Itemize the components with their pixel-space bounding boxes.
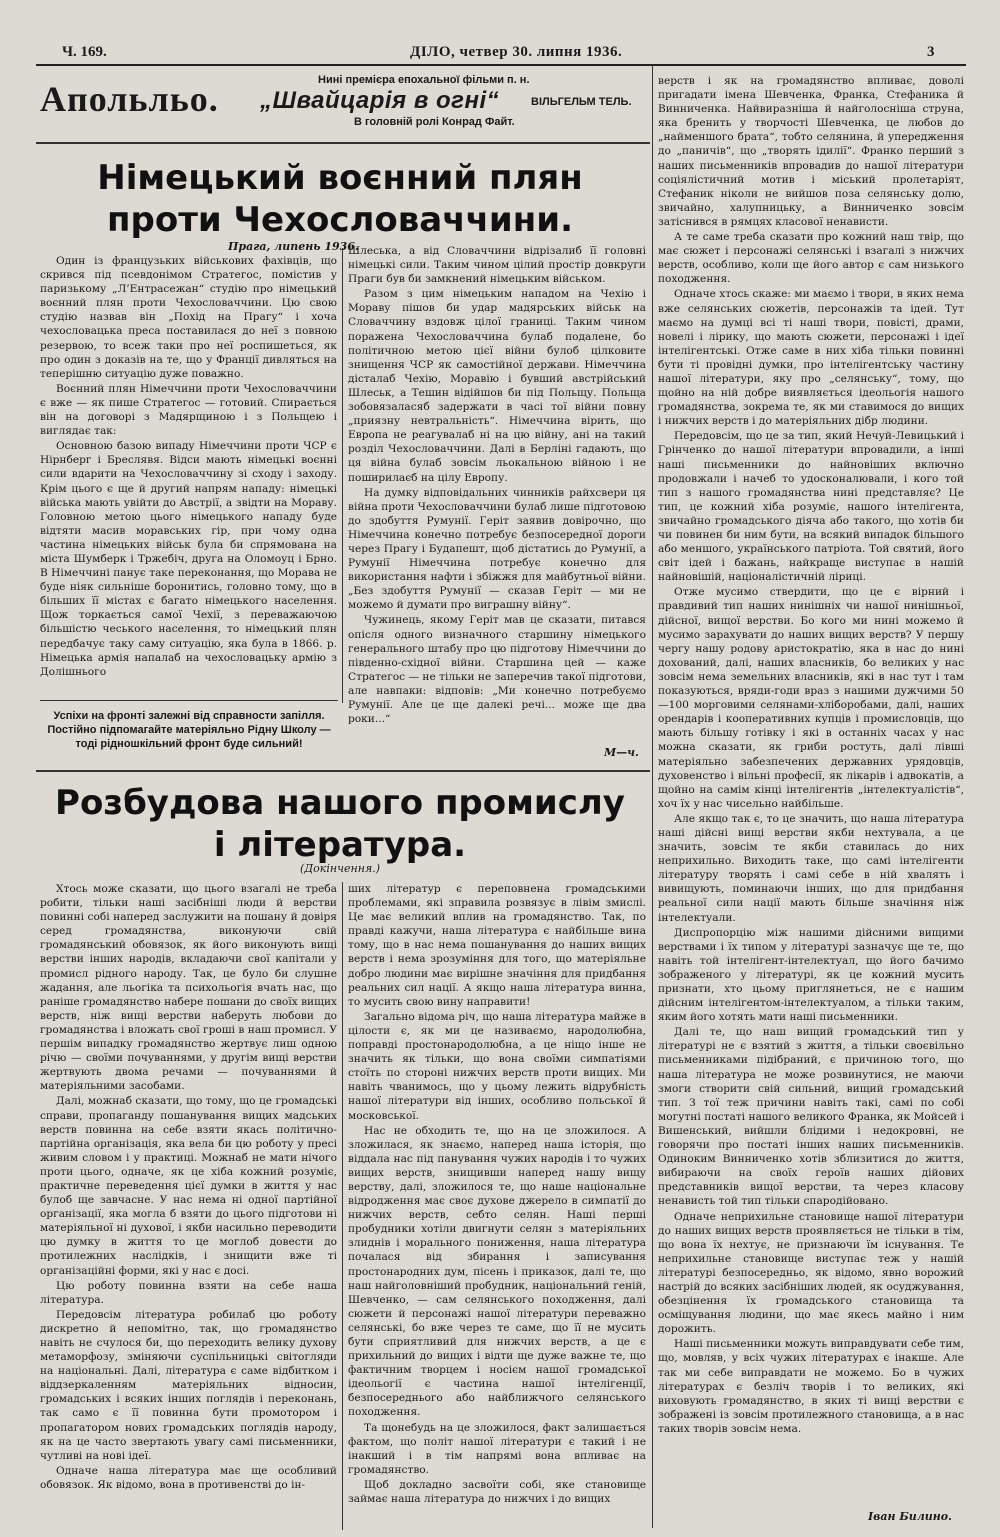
- header-rule: [36, 64, 966, 66]
- rodna-shkola-slogan: Успіхи на фронті залежні від справности запілля. Постійно підпомагайте матеріяльно Рідну Школу — тоді рідношкільний фронт буде сильний!: [47, 710, 331, 750]
- paragraph: А те саме треба сказати про кожний наш твір, що має сюжет і персонажі селянські і взагалі з нижчих верств, особливо, коли ще його автор є сам низького походження.: [658, 231, 964, 286]
- paragraph: Шлеська, а від Словаччини відрізалиб її головні німецькі сили. Таким чином цілий простір довкруги Праги був би замкнений німецьким військом.: [348, 245, 646, 286]
- paragraph: ших літератур є переповнена громадськими проблемами, які зправила розвязує в лівім змислі. Це має великий вплив на громадянство. Так, по правді кажучи, наша література є найбільше вина тому, що в нас нема пошанування до наших вищих верств і нема зрозуміння для того, що матеріяльне добро людини має вирішне значіння для придбання реальних сил нації. А якщо наша література винна, то мусить свою вину направити!: [348, 883, 646, 1008]
- article-separator-rule: [36, 770, 650, 772]
- paragraph: Хтось може сказати, що цього взагалі не треба робити, тільки наші засібніші люди й верстви повинні собі наперед заслужити на пошану й довіря серед громадянства, виконуючи свій громадянський обовязок, як його виконують вищі верстви інших народів, вкладаючи свої капітали у промисл рідного народу. Так, це було би слушне жадання, але льогіка та психольогія вчать нас, що раніше громадянство набере пошани до своїх вищих верств, ніж вищі верстви наберуть любови до громадянства і вложать свої гроші в наш промисл. У першім випадку громадянство жертвує лиш одною річю — своїми почуваннями, у другім вищі верстви жертвують двома речами — почуваннями й матеріяльними засобами.: [40, 883, 337, 1093]
- paragraph: Основною базою випаду Німеччини проти ЧСР є Нірнберг і Бреслявя. Відси мають німецькі воєнні сили вдарити на Чехословаччину зі сходу і заходу. Крім цього є ще й другий напрям нападу: німецькі війська мають увійти до Австрії, а звідти на Мораву. Головною метою цього німецького нападу буде відтяти масив моравських гір, при чому одна частина німецьких військ була би спрямована на міста Шумберк і Тржебіч, друга на Оломоуц і Брно. В Німеччині панує таке переконання, що Морава не буде ніяк сильніше боронитись, головно тому, що в більших її містах є багато німецького населення. Щож торкається самої Чехії, з переважаючою більшістю чеського населення, то німецький плян передбачує таку саму ситуацію, яка була в 1866. р. Німецька армія напалаб на чехословацьку армію з Долішнього: [40, 440, 337, 678]
- column-divider-article2: [342, 882, 343, 1530]
- paragraph: Далі, можнаб сказати, що тому, що це громадські справи, пропаганду пошанування вищих мадських верств повинна на себе взяти якась політично-партійна організація, яка вела би цю роботу у пресі живим словом і у практиці. Можнаб не мати нічого проти цього, одначе, як це хіба кожний розуміє, практичне переведення цієї думки в життя у нас булоб ще завчасне. У нас нема ні одної партійної організації, яка могла б взяти до цього підготови ні матеріяльної ні духової, і якби насильно переводити цю думку в життя то це моглоб довести до протилежних наслідків, і знищити вже ті організаційні форми, які у нас є досі.: [40, 1095, 337, 1277]
- article2-headline-line1: Розбудова нашого промислу: [55, 783, 625, 823]
- article1-headline-line1: Німецький воєнний плян: [97, 158, 583, 198]
- paragraph: Далі те, що наш вищий громадський тип у літературі не є взятий з життя, а тільки своєвільно письменниками підібраний, є причиною того, що наша література не може розвинутися, не маючи змоги створити свій сильний, вищий громадський тип. З тої теж причини навіть такі, самі по собі могутні постаті нашого великого Франка, як Мойсей і Вишенський, вийшли блідими і недокровні, не говорячи про постаті інших наших письменників. Одиноким Винниченко хотів зблизитися до життя, вибираючи на своїх героїв наших дійових представників вищої верстви, та через класову ненависть той тип тільки спародійовано.: [658, 1026, 964, 1208]
- article2-headline-line2: і література.: [213, 825, 467, 865]
- column-divider-right: [652, 66, 653, 1528]
- article2-column-2: [348, 882, 646, 1528]
- ad-film-author: ВІЛЬГЕЛЬМ ТЕЛЬ.: [531, 96, 632, 108]
- article1-dateline: Прага, липень 1936.: [228, 240, 359, 253]
- paragraph: Нас не обходить те, що на це зложилося. А зложилася, як знаємо, наперед наша історія, що віддала нас під панування чужих народів і то чужих вищих верств, знищивши наперед нашу вищу верству, далі, зложилося те, що наше національне відродження має своє духове джерело в симпатії до нижчих верств, себто селян. Наші перші пробудники хотіли двигнути селян з матеріяльних злиднів і морального пониження, наша література почалася від збирання і записування простонародних дум, пісень і приказок, далі те, що наш найголовніший пробудник, національний геній, Шевченко, — сам селянського походження, далі сюжети й персонажі нашої літератури переважно селянські, бо вже через те саме, що її не мусить бути сприятливий для нижчих верств, а це є прихильний до вищих і відти ще дуже важне те, що фактичним творцем і носієм нашої громадської ідеольогії є частина нашої інтелігенції, безпосереднього або найближчого селянського походження.: [348, 1124, 646, 1419]
- paragraph: Одначе хтось скаже: ми маємо і твори, в яких нема вже селянських сюжетів, персонажів та ідей. Тут маємо на думці всі ті наші твори, повісті, драми, новелі і лірику, що мають сюжети, персонажі і ідеї інтелігентські. Отже саме в них хіба тільки повинні бути ті провідні думки, про інтелігентську частину нашої літератури, яку про „селянську“, тому, що щойно на ній добре виявляється ідеольогія нашого громадянства, зокрема те, як ми ставимося до вищих і нижчих верств і до матеріяльних дібр людини.: [658, 288, 964, 428]
- paragraph: Передовсім література робилаб цю роботу дискретно й непомітно, так, що громадянство навіть не счулося би, що переходить велику духову метаморфозу, зміняючи суспільницькі світогляди на національні. Далі, література є саме відбитком і віддзеркаленням матеріяльних відносин, громадських і всяких інших поглядів і переконань, так само є її повинна бути промотором і пропагатором нових громадських поглядів народу, як на це часто звертають увагу самі письменники, чутливі на нові ідеї.: [40, 1308, 337, 1462]
- paragraph: Один із французьких військових фахівців, що скрився під псевдонімом Стратегос, помістив у паризькому „Л’Ентрасежан“ студію про німецький воєнний плян проти Чехословаччини. Цю свою студію назвав він „Похід на Прагу“ і хоча чехословацька преса поставилася до неї з повною резервою, то всеж таки про неї роспишеться, як про один з доказів на те, що у Франції дивляться на теперішню ситуацію дуже поважно.: [40, 255, 337, 380]
- cinema-name: Апольльо.: [40, 79, 219, 119]
- paragraph: Чужинець, якому Геріт мав це сказати, питався опісля одного визначного старшину німецького генерального штабу про цю підготову Німеччини до південно-східної війни. Старшина цей — каже Стратегос — не тільки не заперечив такої підготови, але навпаки: відповів: „Ми конечно потребуємо Румунії. Але це ще далекі речі... може ще два роки...“: [348, 614, 646, 726]
- article1-column-2: [348, 244, 646, 764]
- column-divider-article1: [342, 248, 343, 703]
- paragraph: Але якщо так є, то це значить, що наша література наші дійсні вищі верстви якби нехтувала, а це значить, зовсім те якби ставилась до них неприхильно. Виходить таке, що самі інтелігенти літературу творять і самі себе в ній хвалять і вивищують, поминаючи інших, що для придбання реальної сили нації мають більше значіння ніж інтелектуали.: [658, 812, 964, 924]
- paragraph: Одначе наша література має ще особливий обовязок. Як відомо, вона в противенстві до ін-: [40, 1464, 337, 1491]
- article2-column-1: [40, 882, 337, 1528]
- article1-headline-line2: проти Чехословаччини.: [107, 200, 573, 240]
- ad-film-title: „Швайцарія в огні“: [260, 87, 500, 114]
- article1-column-1: [40, 254, 337, 692]
- paragraph: Диспропорцію між нашими дійсними вищими верствами і їх типом у літературі зазначує ще те, що навіть той інтелігент-інтелектуал, що його бачимо зображеного у літературі, як це кожний мусить признати, хто цьому приглянеться, не є нашим дійсним інтелігентом-інтелектуалом, а тільки таким, яким його хотять мати наші письменники.: [658, 926, 964, 1024]
- article2-subhead: (Докінчення.): [299, 862, 381, 875]
- paragraph: Одначе неприхильне становище нашої літератури до наших вищих верств проявляється не тільки в тім, що вона їх нехтує, не признаючи їм існування. Те неприхильне становище виступає теж у нашій літературі безпосередньо, як відомо, явно ворожий настрій до всяких засібніших людей, як осуджування, обезцінення їх громадського становища та осміщування людини, що має якесь майно і ним дорожить.: [658, 1210, 964, 1336]
- paragraph: Щоб докладно засвоїти собі, яке становище займає наша література до нижчих і до вищих: [348, 1478, 646, 1506]
- ad-lead-role: В головній ролі Конрад Файт.: [354, 116, 515, 128]
- slogan-rule-top: [40, 700, 338, 701]
- paragraph: Воєнний плян Німеччини проти Чехословаччини є вже — як пише Стратегос — готовий. Спирається він на договорі з Мадярщиною і з Польщею і виглядає так:: [40, 382, 337, 438]
- paper-date-line: ДІЛО, четвер 30. липня 1936.: [410, 44, 623, 60]
- paragraph: Отже мусимо ствердити, що це є вірний і правдивий тип наших нинішніх чи нашої нинішньої, дійсної, вищої верстви. Бо кого ми нині можемо й мусимо зарахувати до наших вищих верств? У першу чергу нашу родову аристократію, яка в нас до нині дохований, далі, наших власників, бо великих у нас зовсім нема земельних власників, які в нас тут і там показуються, вряди-годи враз з нашими дужчими 50—100 морговими селянами-хліборобами, далі, наших орендарів і кооперативних купців і промисловців, що мають більшу готівку і які в останніх часах у нас можна сказати, як гриби ростуть, далі лівші матеріяльно забезпечених державних урядовців, духовенство і вільні професії, як лікарів і адвокатів, а щойно на самім кінці інтелігентів „інтелектуалістів“, хоч їх у нас чисельно найбільше.: [658, 586, 964, 810]
- ad-rule: [36, 142, 650, 144]
- paragraph: На думку відповідальних чинників райхсвери ця війна проти Чехословаччини булаб лише підготовою до здобуття Румунії. Геріт заявив довірочно, що Німеччина конечно потребує безпосередної дороги через Прагу і Будапешт, щоб дістатись до Румунії, а Румунії Німеччина потребує конечно для використання нафти і збіжжя для майбутньої війни. „Без здобуття Румунії — сказав Геріт — ми не можемо й думати про виграшну війну“.: [348, 486, 646, 612]
- issue-number: Ч. 169.: [62, 44, 107, 60]
- article1-signature: М—ч.: [604, 746, 639, 759]
- article2-column-3: [658, 74, 964, 1510]
- ad-premiere-line: Нині премієра епохальної фільми п. н.: [318, 74, 530, 86]
- paragraph: верств і як на громадянство впливає, доволі пригадати імена Шевченка, Франка, Стефаника й Винниченка. Найвиразніша й найголосніша струна, яка бренить у творчості Шевченка, це любов до „найменшого брата“, тобто селянина, й упередження до „паничів“, що „творять ідилії“. Франко перший з наших письменників впровадив до нашої літератури соціялістичний мотив і міський пролетаріят, Стефаник ніколи не вийшов поза селянську долю, звичайно, халупницьку, а Винниченко зовсім затіснився в рямцях класової ненависти.: [658, 75, 964, 228]
- page-number: 3: [927, 44, 935, 60]
- article2-signature: Іван Билино.: [868, 1510, 952, 1523]
- paragraph: Загально відома річ, що наша література майже в цілости є, як ми це називаємо, народолюбна, поправді простонародолюбна, а це ніщо інше не значить як тільки, що вона своїми симпатіями стоїть по стороні нижчих верств проти вищих. Ми навіть чванимось, що у цьому лежить відрубність нашої літератури від інших, особливо польської й московської.: [348, 1010, 646, 1122]
- paragraph: Передовсім, що це за тип, який Нечуй-Левицький і Грінченко до нашої літератури впровадили, а інші наші письменники до найновіших включно продовжали і начеб то удосконалювали, і кого той тип з нашого громадянства нині представляє? Це тип, це кожний хіба розуміє, нашого інтелігента, звичайно громадського діяча або такого, що хотів би чи повинен би ним бути, на всякий випадок більшого або меншого, українського патріота. Той святий, його світ ідей і бажань, найкраще виступає в нашій найновішій, націоналістичній ліриці.: [658, 430, 964, 584]
- article1-headline: [40, 157, 640, 241]
- paragraph: Разом з цим німецьким нападом на Чехію і Мораву пішов би удар мадярських військ на Словаччину вздовж цілої границі. Таким чином поражена Чехословаччина булаб подалене, бо політичною метою цієї війни булоб цілковите знищення ЧСР як самостійної держави. Німеччина дісталаб Чехію, Моравію і бувший австрійський Шлеськ, а Тешин відійшов би під Польщу. Польща зобовязаласяб задержати в часі тої війни повну „приязну невтральність“. Німеччина вірить, що Европа не реагувалаб ні на цю війну, ані на такий розділ Чехословаччини. Далі в Берліні гадають, що ця війна булаб зовсім льокальною війною і не поширилаєб на цілу Европу.: [348, 288, 646, 484]
- article2-headline: [40, 782, 640, 866]
- paragraph: Та щонебудь на це зложилося, факт залишається фактом, що політ нашої літератури є такий і не інакший і в тім напрямі вона впливає на громадянство.: [348, 1421, 646, 1476]
- paragraph: Цю роботу повинна взяти на себе наша література.: [40, 1279, 337, 1306]
- paragraph: Наші письменники можуть виправдувати себе тим, що, мовляв, у всіх чужих літературах є інакше. Але так ми себе виправдати не можемо. Бо в чужих літературах є безліч творів і то великих, які виховують громадянство, в яких ті вищі верстви є зображені із зовсім протилежного становища, а в нас таких творів зовсім нема.: [658, 1338, 964, 1435]
